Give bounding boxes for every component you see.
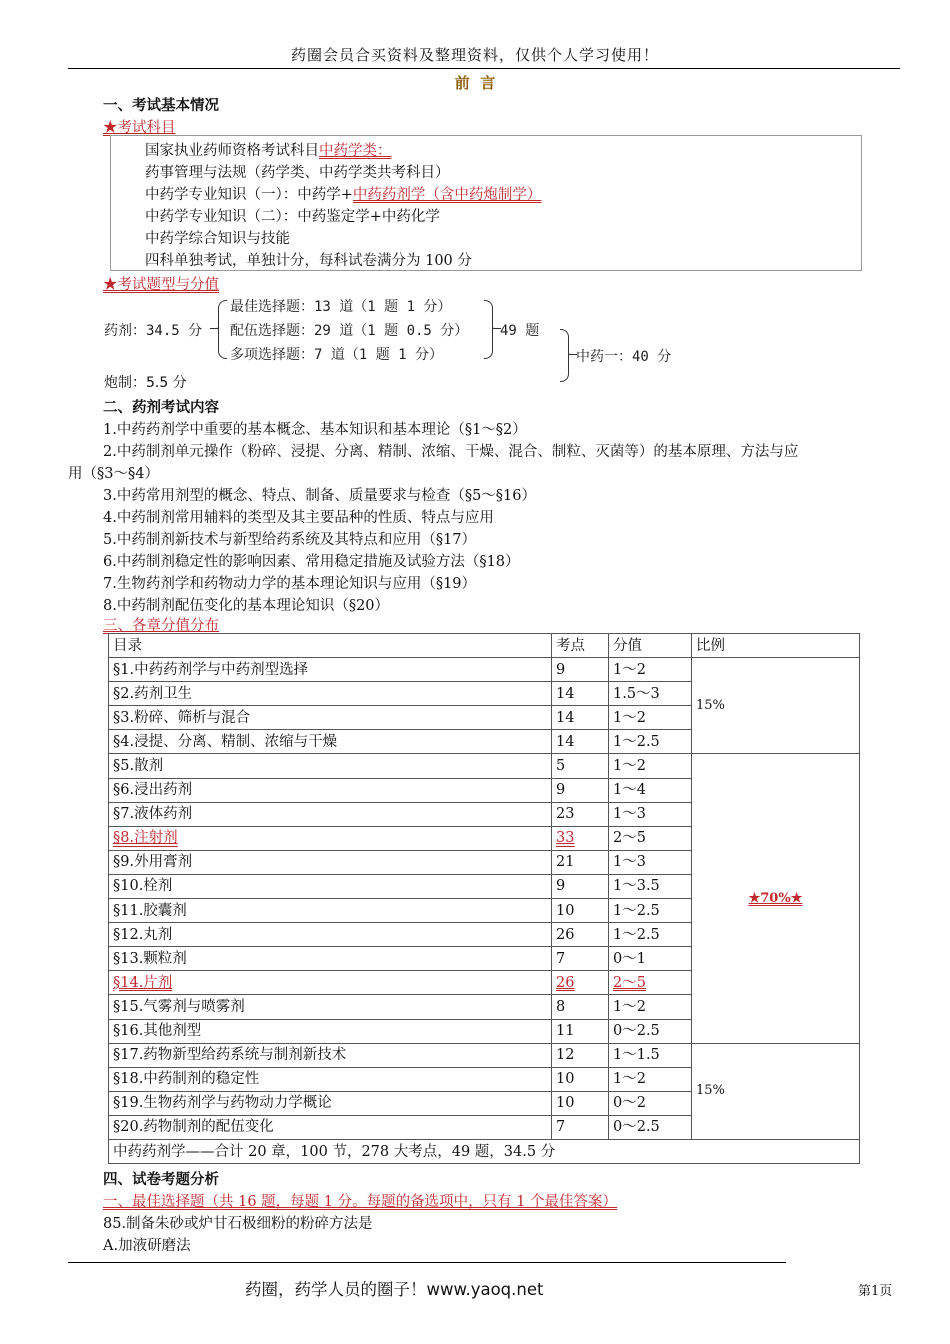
content-item: 3.中药常用剂型的概念、特点、制备、质量要求与检查（§5～§16） [103, 488, 537, 504]
score-cell: 1～3 [609, 850, 692, 874]
ratio-cell: 15% [692, 658, 860, 754]
content-item: 5.中药制剂新技术与新型给药系统及其特点和应用（§17） [103, 532, 477, 548]
ratio-cell: 15% [692, 1043, 860, 1139]
chapter-cell: §20.药物制剂的配伍变化 [109, 1115, 552, 1139]
type-heading: ★考试题型与分值 [103, 277, 219, 293]
points-cell: 14 [552, 730, 609, 754]
chapter-cell: §15.气雾剂与喷雾剂 [109, 995, 552, 1019]
score-cell: 2～5 [609, 971, 692, 995]
points-cell: 26 [552, 971, 609, 995]
chapter-cell: §2.药剂卫生 [109, 682, 552, 706]
points-cell: 14 [552, 682, 609, 706]
chapter-cell: §10.栓剂 [109, 874, 552, 898]
chapter-cell: §17.药物新型给药系统与制剂新技术 [109, 1043, 552, 1067]
chapter-cell: §13.颗粒剂 [109, 947, 552, 971]
formula-total: 49 题 [500, 323, 540, 339]
points-cell: 8 [552, 995, 609, 1019]
sec2-heading: 二、药剂考试内容 [103, 399, 219, 416]
sec4-heading: 四、试卷考题分析 [103, 1171, 219, 1188]
footer-text: 药圈，药学人员的圈子！www.yaoq.net [245, 1280, 544, 1299]
subject-line: 中药学专业知识（二）：中药鉴定学+中药化学 [145, 209, 440, 225]
score-cell: 1～2 [609, 995, 692, 1019]
chapter-cell: §8.注射剂 [109, 826, 552, 850]
score-cell: 1～2.5 [609, 923, 692, 947]
points-cell: 11 [552, 1019, 609, 1043]
page-number: 第1页 [858, 1284, 893, 1299]
chapter-cell: §5.散剂 [109, 754, 552, 778]
table-header: 考点 [552, 634, 609, 658]
table-summary-row [109, 1139, 860, 1163]
points-cell: 5 [552, 754, 609, 778]
table-row [109, 1043, 860, 1067]
subject-line: 国家执业药师资格考试科目中药学类： [145, 143, 392, 159]
formula-item: 配伍选择题：29 道（1 题 0.5 分） [230, 323, 469, 339]
score-cell: 1～2 [609, 1067, 692, 1091]
points-cell: 10 [552, 1067, 609, 1091]
subject-heading: ★考试科目 [103, 120, 176, 136]
formula-right-label: 中药一：40 分 [576, 349, 672, 365]
formula-item: 最佳选择题：13 道（1 题 1 分） [230, 299, 452, 315]
score-cell: 1～3 [609, 802, 692, 826]
page-header: 药圈会员合买资料及整理资料，仅供个人学习使用！ [290, 46, 659, 64]
chapter-cell: §3.粉碎、筛析与混合 [109, 706, 552, 730]
score-cell: 0～2 [609, 1091, 692, 1115]
table-row [109, 658, 860, 682]
score-cell: 1～1.5 [609, 1043, 692, 1067]
chapter-cell: §9.外用膏剂 [109, 850, 552, 874]
table-header: 目录 [109, 634, 552, 658]
score-cell: 0～2.5 [609, 1115, 692, 1139]
score-cell: 1～2 [609, 706, 692, 730]
subject-line: 中药学综合知识与技能 [145, 231, 290, 247]
score-cell: 1～3.5 [609, 874, 692, 898]
content-item: 2.中药制剂单元操作（粉碎、浸提、分离、精制、浓缩、干燥、混合、制粒、灭菌等）的基本原理、方法与应 [103, 444, 799, 460]
page-title: 前 言 [454, 74, 496, 92]
points-cell: 7 [552, 1115, 609, 1139]
score-cell: 1～2 [609, 754, 692, 778]
score-cell: 1.5～3 [609, 682, 692, 706]
content-item: 4.中药制剂常用辅料的类型及其主要品种的性质、特点与应用 [103, 510, 494, 526]
table-header: 比例 [692, 634, 860, 658]
chapter-cell: §7.液体药剂 [109, 802, 552, 826]
subject-line: 药事管理与法规（药学类、中药学类共考科目） [145, 165, 450, 181]
points-cell: 23 [552, 802, 609, 826]
content-item: 1.中药药剂学中重要的基本概念、基本知识和基本理论（§1～§2） [103, 422, 527, 438]
sec3-heading: 三、各章分值分布 [103, 618, 219, 634]
score-cell: 0～2.5 [609, 1019, 692, 1043]
points-cell: 26 [552, 923, 609, 947]
chapter-cell: §12.丸剂 [109, 923, 552, 947]
header-rule [68, 68, 900, 69]
score-table [108, 633, 860, 1164]
summary-cell: 中药药剂学——合计 20 章，100 节，278 大考点，49 题，34.5 分 [109, 1139, 860, 1163]
formula-item: 多项选择题：7 道（1 题 1 分） [230, 347, 444, 363]
chapter-cell: §1.中药药剂学与中药剂型选择 [109, 658, 552, 682]
chapter-cell: §6.浸出药剂 [109, 778, 552, 802]
footer-rule [68, 1262, 786, 1263]
score-cell: 0～1 [609, 947, 692, 971]
chapter-cell: §4.浸提、分离、精制、浓缩与干燥 [109, 730, 552, 754]
points-cell: 10 [552, 1091, 609, 1115]
table-header-row [109, 634, 860, 658]
points-cell: 9 [552, 778, 609, 802]
score-cell: 2～5 [609, 826, 692, 850]
sec4-subheading: 一、最佳选择题（共 16 题，每题 1 分。每题的备选项中，只有 1 个最佳答案） [103, 1194, 618, 1210]
chapter-cell: §16.其他剂型 [109, 1019, 552, 1043]
points-cell: 33 [552, 826, 609, 850]
subject-line: 中药学专业知识（一）：中药学+中药药剂学（含中药炮制学） [145, 187, 542, 203]
chapter-cell: §11.胶囊剂 [109, 899, 552, 923]
score-cell: 1～2 [609, 658, 692, 682]
ratio-highlight: ★70%★ [748, 891, 803, 907]
points-cell: 10 [552, 899, 609, 923]
formula-left-label: 药剂：34.5 分 [104, 323, 203, 339]
chapter-cell: §14.片剂 [109, 971, 552, 995]
points-cell: 21 [552, 850, 609, 874]
sec1-heading: 一、考试基本情况 [103, 97, 219, 114]
content-item: 8.中药制剂配伍变化的基本理论知识（§20） [103, 598, 390, 614]
chapter-cell: §19.生物药剂学与药物动力学概论 [109, 1091, 552, 1115]
points-cell: 12 [552, 1043, 609, 1067]
score-cell: 1～2.5 [609, 730, 692, 754]
content-item: 7.生物药剂学和药物动力学的基本理论知识与应用（§19） [103, 576, 477, 592]
subject-line: 四科单独考试，单独计分，每科试卷满分为 100 分 [145, 253, 472, 269]
points-cell: 7 [552, 947, 609, 971]
score-cell: 1～2.5 [609, 899, 692, 923]
score-cell: 1～4 [609, 778, 692, 802]
question-option: A.加液研磨法 [103, 1238, 191, 1254]
formula-paozhi: 炮制：5.5 分 [104, 375, 187, 391]
content-item: 6.中药制剂稳定性的影响因素、常用稳定措施及试验方法（§18） [103, 554, 520, 570]
points-cell: 9 [552, 874, 609, 898]
table-row [109, 754, 860, 778]
ratio-cell [692, 754, 860, 1043]
points-cell: 9 [552, 658, 609, 682]
points-cell: 14 [552, 706, 609, 730]
question-stem: 85.制备朱砂或炉甘石极细粉的粉碎方法是 [103, 1216, 373, 1232]
chapter-cell: §18.中药制剂的稳定性 [109, 1067, 552, 1091]
content-item: 用（§3～§4） [68, 466, 159, 482]
table-header: 分值 [609, 634, 692, 658]
